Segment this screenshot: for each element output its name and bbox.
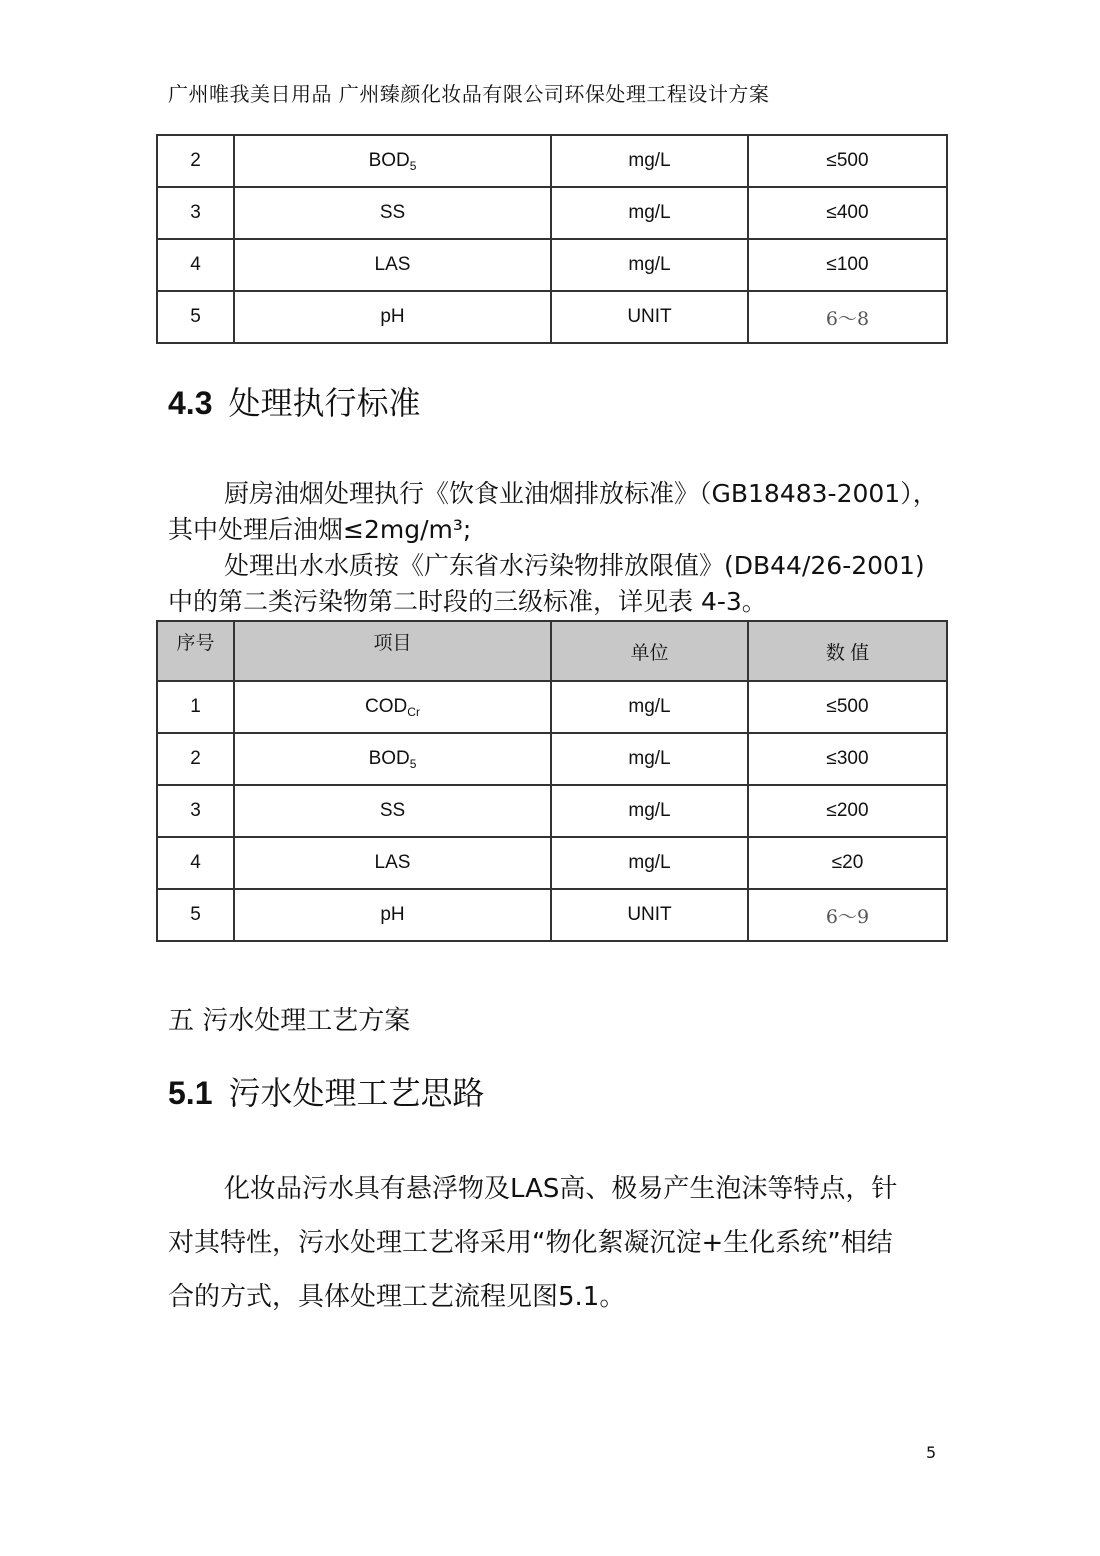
section-heading-5-1: 5.1 污水处理工艺思路 <box>168 1074 485 1112</box>
header-unit: 单位 <box>551 621 748 681</box>
cell-item: SS <box>234 785 551 837</box>
cell-unit: mg/L <box>551 187 748 239</box>
cell-unit: mg/L <box>551 837 748 889</box>
header-no: 序号 <box>157 621 234 681</box>
cell-item: SS <box>234 187 551 239</box>
table-row <box>157 187 947 239</box>
cell-unit: mg/L <box>551 681 748 733</box>
cell-item: LAS <box>234 837 551 889</box>
cell-unit: UNIT <box>551 889 748 941</box>
standard-paragraph: 厨房油烟处理执行《饮食业油烟排放标准》（GB18483-2001）， 其中处理后油烟≤2mg/m³; 处理出水水质按《广东省水污染物排放限值》(DB44/26-2001) 中的第二类污染物第二时段的三级标准，详见表 4-3。 <box>168 479 938 616</box>
cell-item: $BOD_5$ <box>234 733 551 785</box>
cell-value: ≤100 <box>748 239 947 291</box>
cell-no: 2 <box>157 135 234 187</box>
table-row <box>157 889 947 941</box>
header-item: 项目 <box>234 621 551 681</box>
cell-no: 5 <box>157 889 234 941</box>
table-row <box>157 291 947 343</box>
cell-item: pH <box>234 291 551 343</box>
cell-unit: mg/L <box>551 733 748 785</box>
cell-unit: UNIT <box>551 291 748 343</box>
cell-no: 4 <box>157 239 234 291</box>
table-row <box>157 681 947 733</box>
chapter-heading-5: 五 污水处理工艺方案 <box>168 1006 411 1036</box>
header-value: 数 值 <box>748 621 947 681</box>
cell-no: 4 <box>157 837 234 889</box>
cell-no: 2 <box>157 733 234 785</box>
cell-value: ≤300 <box>748 733 947 785</box>
table-header-row <box>157 621 947 681</box>
cell-no: 3 <box>157 785 234 837</box>
cell-value: ≤20 <box>748 837 947 889</box>
table-row <box>157 733 947 785</box>
cell-no: 5 <box>157 291 234 343</box>
cell-unit: mg/L <box>551 135 748 187</box>
cell-value: 6～9 <box>748 889 947 941</box>
cell-unit: mg/L <box>551 239 748 291</box>
cell-unit: mg/L <box>551 785 748 837</box>
cell-value: 6～8 <box>748 291 947 343</box>
table-top <box>156 134 948 344</box>
cell-value: ≤500 <box>748 135 947 187</box>
cell-value: ≤500 <box>748 681 947 733</box>
cell-no: 3 <box>157 187 234 239</box>
cell-value: ≤400 <box>748 187 947 239</box>
table-4-3 <box>156 620 948 942</box>
cell-item: $BOD_5$ <box>234 135 551 187</box>
page-number: 5 <box>926 1443 937 1462</box>
table-row <box>157 785 947 837</box>
table-row <box>157 837 947 889</box>
cell-item: pH <box>234 889 551 941</box>
cell-item: LAS <box>234 239 551 291</box>
page-header: 广州唯我美日用品 广州臻颜化妆品有限公司环保处理工程设计方案 <box>168 82 770 106</box>
table-row <box>157 239 947 291</box>
process-paragraph: 化妆品污水具有悬浮物及LAS高、极易产生泡沫等特点，针 对其特性，污水处理工艺将采用“物化絮凝沉淀+生化系统”相结 合的方式，具体处理工艺流程见图5.1。 <box>168 1174 898 1312</box>
section-heading-4-3: 4.3 处理执行标准 <box>168 384 421 422</box>
cell-no: 1 <box>157 681 234 733</box>
cell-value: ≤200 <box>748 785 947 837</box>
cell-item: $COD_{Cr}$ <box>234 681 551 733</box>
table-row <box>157 135 947 187</box>
